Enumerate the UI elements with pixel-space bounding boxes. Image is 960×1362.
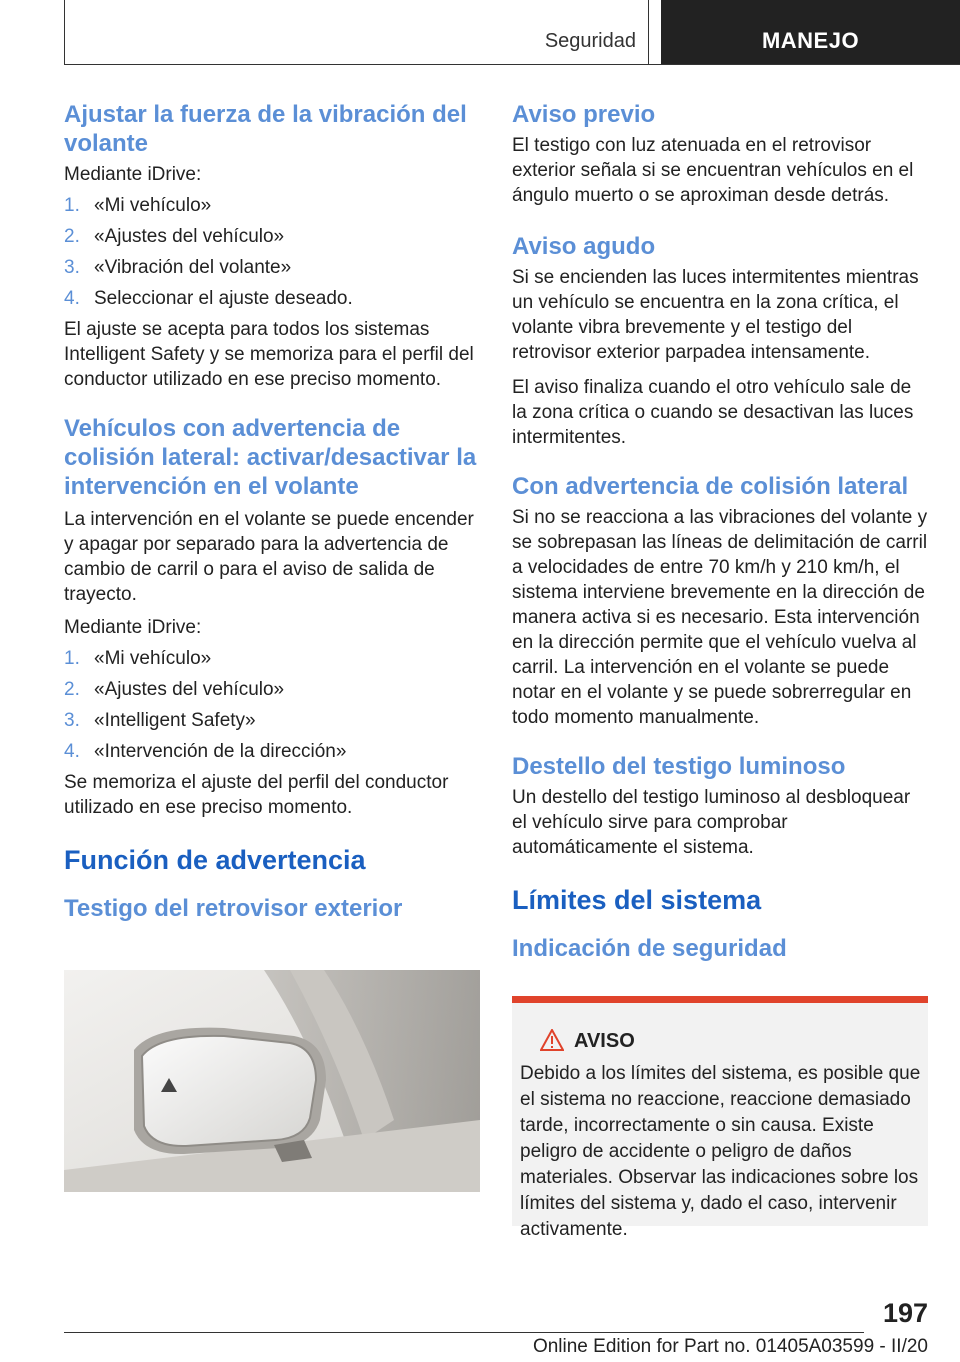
paragraph-setting-accepted: El ajuste se acepta para todos los sistemas Intelligent Safety y se memoriza para el perfil del conductor utilizado en ese preciso momento.: [64, 319, 474, 390]
paragraph-profile-memory: Se memoriza el ajuste del perfil del conductor utilizado en ese preciso momento.: [64, 772, 449, 818]
list-item: 2. «Ajustes del vehículo»: [64, 226, 285, 247]
heading-vibration: Ajustar la fuerza de la vibración del volante: [64, 101, 467, 157]
side-mirror-drawing: [64, 970, 480, 1192]
header-right-rule: [648, 0, 649, 64]
header-chapter-tab[interactable]: MANEJO: [661, 0, 960, 64]
header-section-title: Seguridad: [544, 30, 636, 52]
heading-warning-function: Función de advertencia: [64, 845, 366, 875]
footer-edition: Online Edition for Part no. 01405A03599 - II/20: [532, 1336, 928, 1357]
heading-safety-note: Indicación de seguridad: [512, 935, 787, 962]
warning-box: [512, 996, 928, 1240]
left-column: [64, 100, 480, 923]
paragraph-acute-warning-1: Si se encienden las luces intermitentes mientras un vehículo se encuentra en la zona crítica, el volante vibra brevemente y el testigo del retrovisor exterior parpadea intensamente.: [512, 267, 919, 363]
list-item: 1. «Mi vehículo»: [64, 648, 212, 669]
heading-pre-warning: Aviso previo: [512, 101, 656, 128]
list-item: 3. «Intelligent Safety»: [64, 710, 256, 731]
paragraph-intervention: La intervención en el volante se puede encender y apagar por separado para la advertencia de cambio de carril o para el aviso de salida de trayecto.: [64, 509, 474, 605]
list-item: 4. «Intervención de la dirección»: [64, 741, 347, 762]
header-rule: [64, 64, 960, 65]
page-number: 197: [882, 1298, 928, 1328]
steps-list-2: [64, 646, 480, 764]
mirror-illustration: [64, 970, 480, 1192]
paragraph-acute-warning-2: El aviso finaliza cuando el otro vehículo sale de la zona crítica o cuando se desactivan las luces intermitentes.: [512, 377, 914, 448]
heading-lateral-collision: Vehículos con advertencia de colisión lateral: activar/desactivar la intervención en el volante: [64, 415, 477, 500]
paragraph-pre-warning: El testigo con luz atenuada en el retrovisor exterior señala si se encuentran vehículos en el ángulo muerto o se aproximan desde detrás.: [512, 135, 914, 206]
list-item: 1. «Mi vehículo»: [64, 195, 212, 216]
warning-text: Debido a los límites del sistema, es posible que el sistema no reaccione, reaccione demasiado tarde, incorrectamente o sin causa. Existe peligro de accidente o peligro de daños materiales. Observar las indicaciones sobre los límites del sistema y, dado el caso, intervenir activamente.: [520, 1063, 921, 1240]
heading-indicator-flash: Destello del testigo luminoso: [512, 753, 846, 780]
idrive-intro-2: Mediante iDrive:: [64, 617, 202, 638]
heading-acute-warning: Aviso agudo: [512, 233, 656, 260]
list-item: 3. «Vibración del volante»: [64, 257, 292, 278]
steps-list-1: [64, 193, 480, 311]
list-item: 4. Seleccionar el ajuste deseado.: [64, 288, 353, 309]
warning-triangle-icon: [540, 1029, 564, 1057]
right-column: [512, 100, 928, 963]
heading-lateral-collision-warning: Con advertencia de colisión lateral: [512, 473, 909, 500]
heading-mirror-indicator: Testigo del retrovisor exterior: [64, 895, 403, 922]
list-item: 2. «Ajustes del vehículo»: [64, 679, 285, 700]
paragraph-lateral-collision: Si no se reacciona a las vibraciones del volante y se sobrepasan las líneas de delimitación de carril a velocidades de entre 70 km/h y 210 km/h, el sistema interviene brevemente en la dirección de manera activa si es necesario. Esta intervención en la dirección permite que el vehículo vuelva al carril. La intervención en el volante se puede notar en el volante y se puede sobrerregular en todo momento manualmente.: [512, 507, 928, 728]
footer-rule: [64, 1332, 864, 1333]
idrive-intro-1: Mediante iDrive:: [64, 164, 202, 185]
paragraph-indicator-flash: Un destello del testigo luminoso al desbloquear el vehículo sirve para comprobar automáticamente el sistema.: [512, 787, 911, 858]
heading-system-limits: Límites del sistema: [512, 885, 762, 915]
warning-title: AVISO: [540, 1029, 635, 1057]
